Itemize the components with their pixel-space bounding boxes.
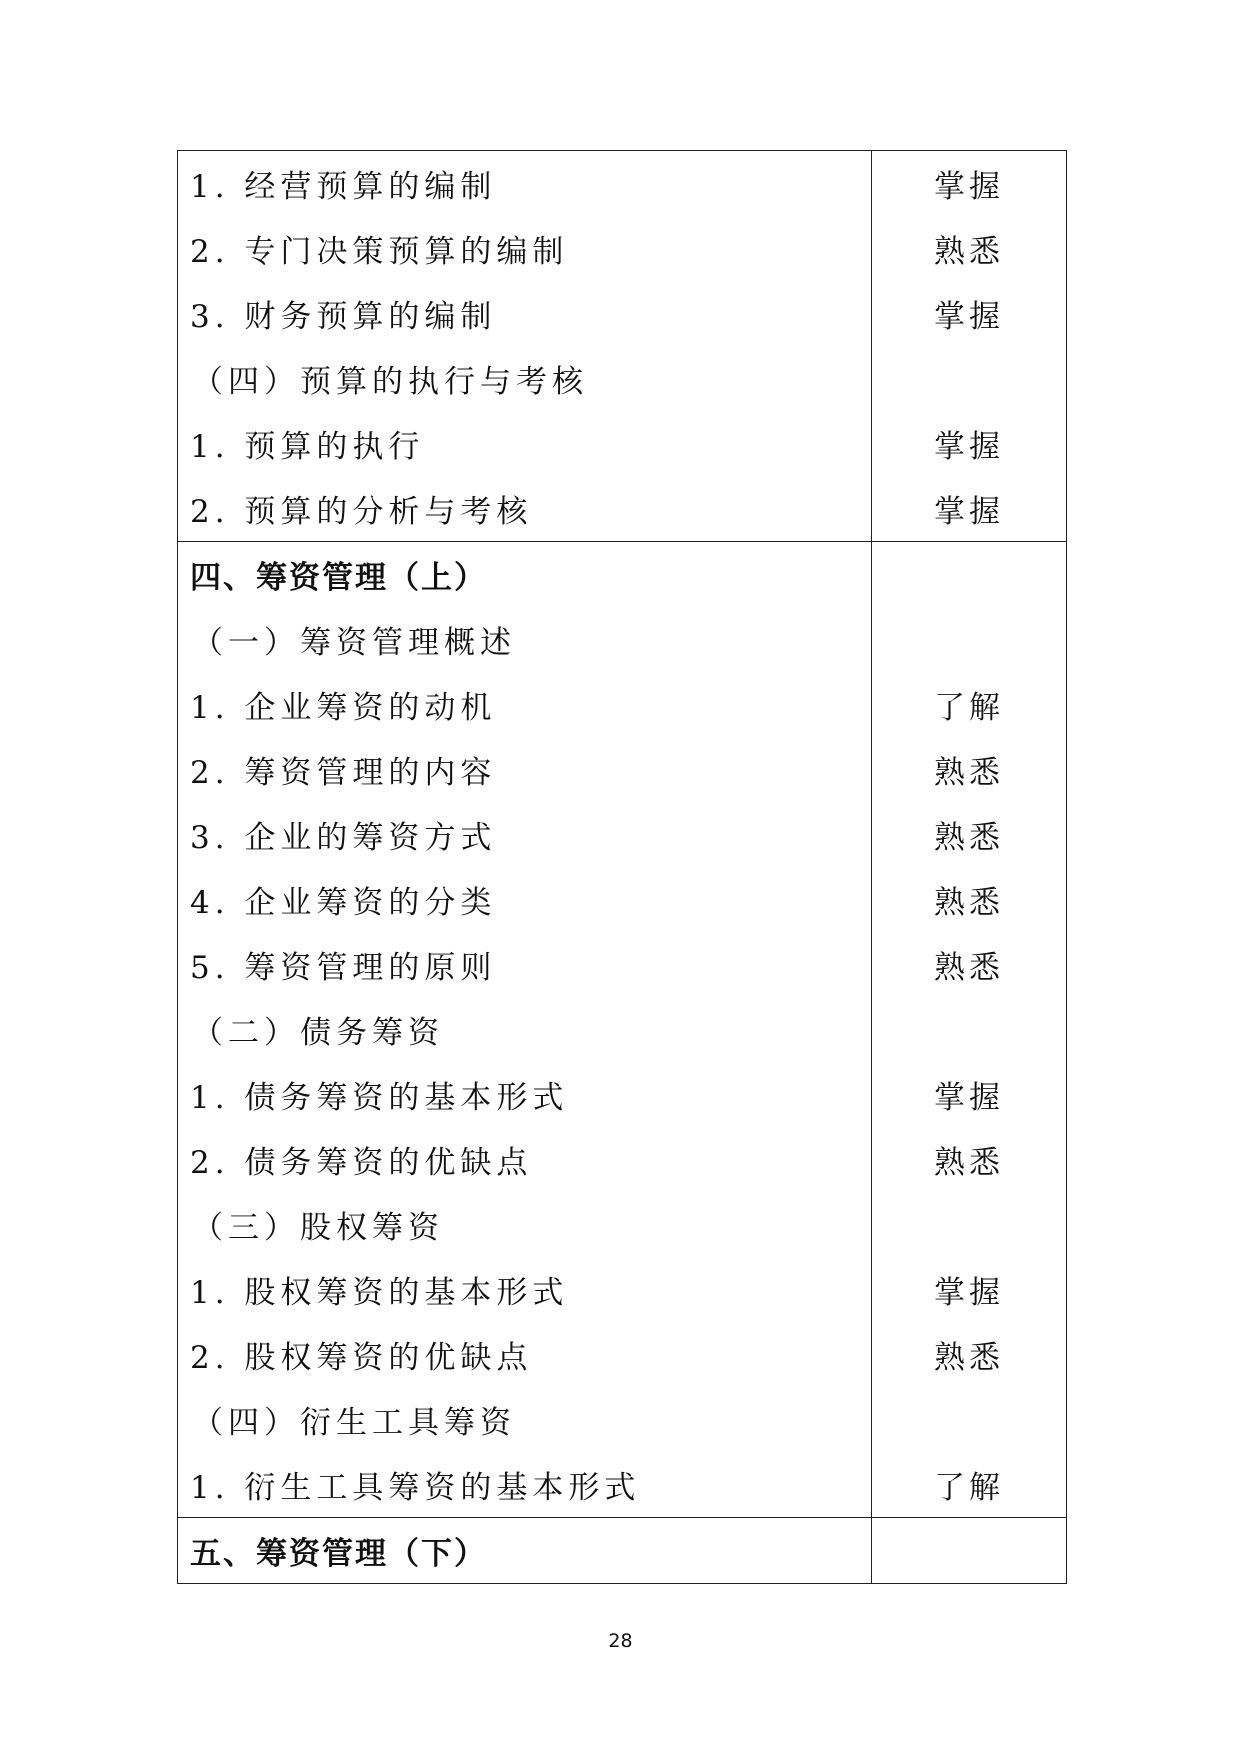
- level-cell: [872, 932, 1066, 997]
- level-cell: [872, 346, 1066, 411]
- level-text: 了解: [934, 690, 1004, 726]
- table-row: [178, 1518, 871, 1583]
- table-section: [178, 1517, 1066, 1583]
- topic-text: 2. 股权筹资的优缺点: [190, 1340, 533, 1376]
- level-cell: [872, 476, 1066, 541]
- topic-text: 1. 经营预算的编制: [190, 169, 497, 205]
- level-text: 熟悉: [934, 755, 1004, 791]
- level-text: 掌握: [934, 494, 1004, 530]
- table-row: [178, 607, 871, 672]
- syllabus-table: [177, 150, 1067, 1584]
- level-cell: [872, 997, 1066, 1062]
- page-number: 28: [608, 1630, 633, 1652]
- subsection-title: （四）预算的执行与考核: [192, 364, 588, 400]
- topic-text: 1. 衍生工具筹资的基本形式: [190, 1470, 641, 1506]
- table-row: [178, 1127, 871, 1192]
- level-text: 了解: [934, 1470, 1004, 1506]
- level-cell: [872, 216, 1066, 281]
- topic-column: [178, 542, 872, 1517]
- level-cell: [872, 672, 1066, 737]
- table-row: [178, 1257, 871, 1322]
- level-cell: [872, 1518, 1066, 1583]
- level-cell: [872, 542, 1066, 607]
- topic-text: 2. 预算的分析与考核: [190, 494, 533, 530]
- level-cell: [872, 1257, 1066, 1322]
- subsection-title: （四）衍生工具筹资: [192, 1405, 516, 1441]
- level-cell: [872, 1192, 1066, 1257]
- level-column: [872, 542, 1066, 1517]
- level-text: 熟悉: [934, 885, 1004, 921]
- topic-column: [178, 151, 872, 541]
- subsection-title: （一）筹资管理概述: [192, 625, 516, 661]
- level-text: 掌握: [934, 1275, 1004, 1311]
- topic-text: 3. 财务预算的编制: [190, 299, 497, 335]
- level-cell: [872, 737, 1066, 802]
- table-row: [178, 1387, 871, 1452]
- level-text: 熟悉: [934, 1145, 1004, 1181]
- table-row: [178, 867, 871, 932]
- level-cell: [872, 1062, 1066, 1127]
- level-cell: [872, 411, 1066, 476]
- topic-text: 2. 债务筹资的优缺点: [190, 1145, 533, 1181]
- table-row: [178, 1192, 871, 1257]
- level-text: 掌握: [934, 429, 1004, 465]
- subsection-title: （二）债务筹资: [192, 1015, 444, 1051]
- table-row: [178, 542, 871, 607]
- table-row: [178, 997, 871, 1062]
- table-row: [178, 151, 871, 216]
- topic-text: 4. 企业筹资的分类: [190, 885, 497, 921]
- topic-text: 2. 专门决策预算的编制: [190, 234, 569, 270]
- level-cell: [872, 802, 1066, 867]
- chapter-heading: 五、筹资管理（下）: [190, 1536, 487, 1572]
- level-cell: [872, 1127, 1066, 1192]
- level-column: [872, 1518, 1066, 1583]
- table-section: [178, 151, 1066, 541]
- level-cell: [872, 1452, 1066, 1517]
- level-cell: [872, 1322, 1066, 1387]
- topic-text: 1. 债务筹资的基本形式: [190, 1080, 569, 1116]
- level-text: 熟悉: [934, 234, 1004, 270]
- table-row: [178, 672, 871, 737]
- table-section: [178, 541, 1066, 1517]
- level-cell: [872, 607, 1066, 672]
- level-cell: [872, 151, 1066, 216]
- table-row: [178, 216, 871, 281]
- topic-text: 1. 预算的执行: [190, 429, 425, 465]
- level-text: 熟悉: [934, 1340, 1004, 1376]
- table-row: [178, 281, 871, 346]
- table-row: [178, 802, 871, 867]
- topic-text: 3. 企业的筹资方式: [190, 820, 497, 856]
- table-row: [178, 411, 871, 476]
- level-cell: [872, 281, 1066, 346]
- topic-text: 1. 股权筹资的基本形式: [190, 1275, 569, 1311]
- table-row: [178, 737, 871, 802]
- level-text: 熟悉: [934, 950, 1004, 986]
- table-row: [178, 476, 871, 541]
- topic-column: [178, 1518, 872, 1583]
- table-row: [178, 346, 871, 411]
- subsection-title: （三）股权筹资: [192, 1210, 444, 1246]
- chapter-heading: 四、筹资管理（上）: [190, 560, 487, 596]
- level-text: 掌握: [934, 299, 1004, 335]
- table-row: [178, 1062, 871, 1127]
- topic-text: 5. 筹资管理的原则: [190, 950, 497, 986]
- table-row: [178, 1452, 871, 1517]
- level-text: 掌握: [934, 1080, 1004, 1116]
- level-column: [872, 151, 1066, 541]
- level-text: 熟悉: [934, 820, 1004, 856]
- table-row: [178, 1322, 871, 1387]
- topic-text: 2. 筹资管理的内容: [190, 755, 497, 791]
- level-cell: [872, 867, 1066, 932]
- level-cell: [872, 1387, 1066, 1452]
- level-text: 掌握: [934, 169, 1004, 205]
- topic-text: 1. 企业筹资的动机: [190, 690, 497, 726]
- table-row: [178, 932, 871, 997]
